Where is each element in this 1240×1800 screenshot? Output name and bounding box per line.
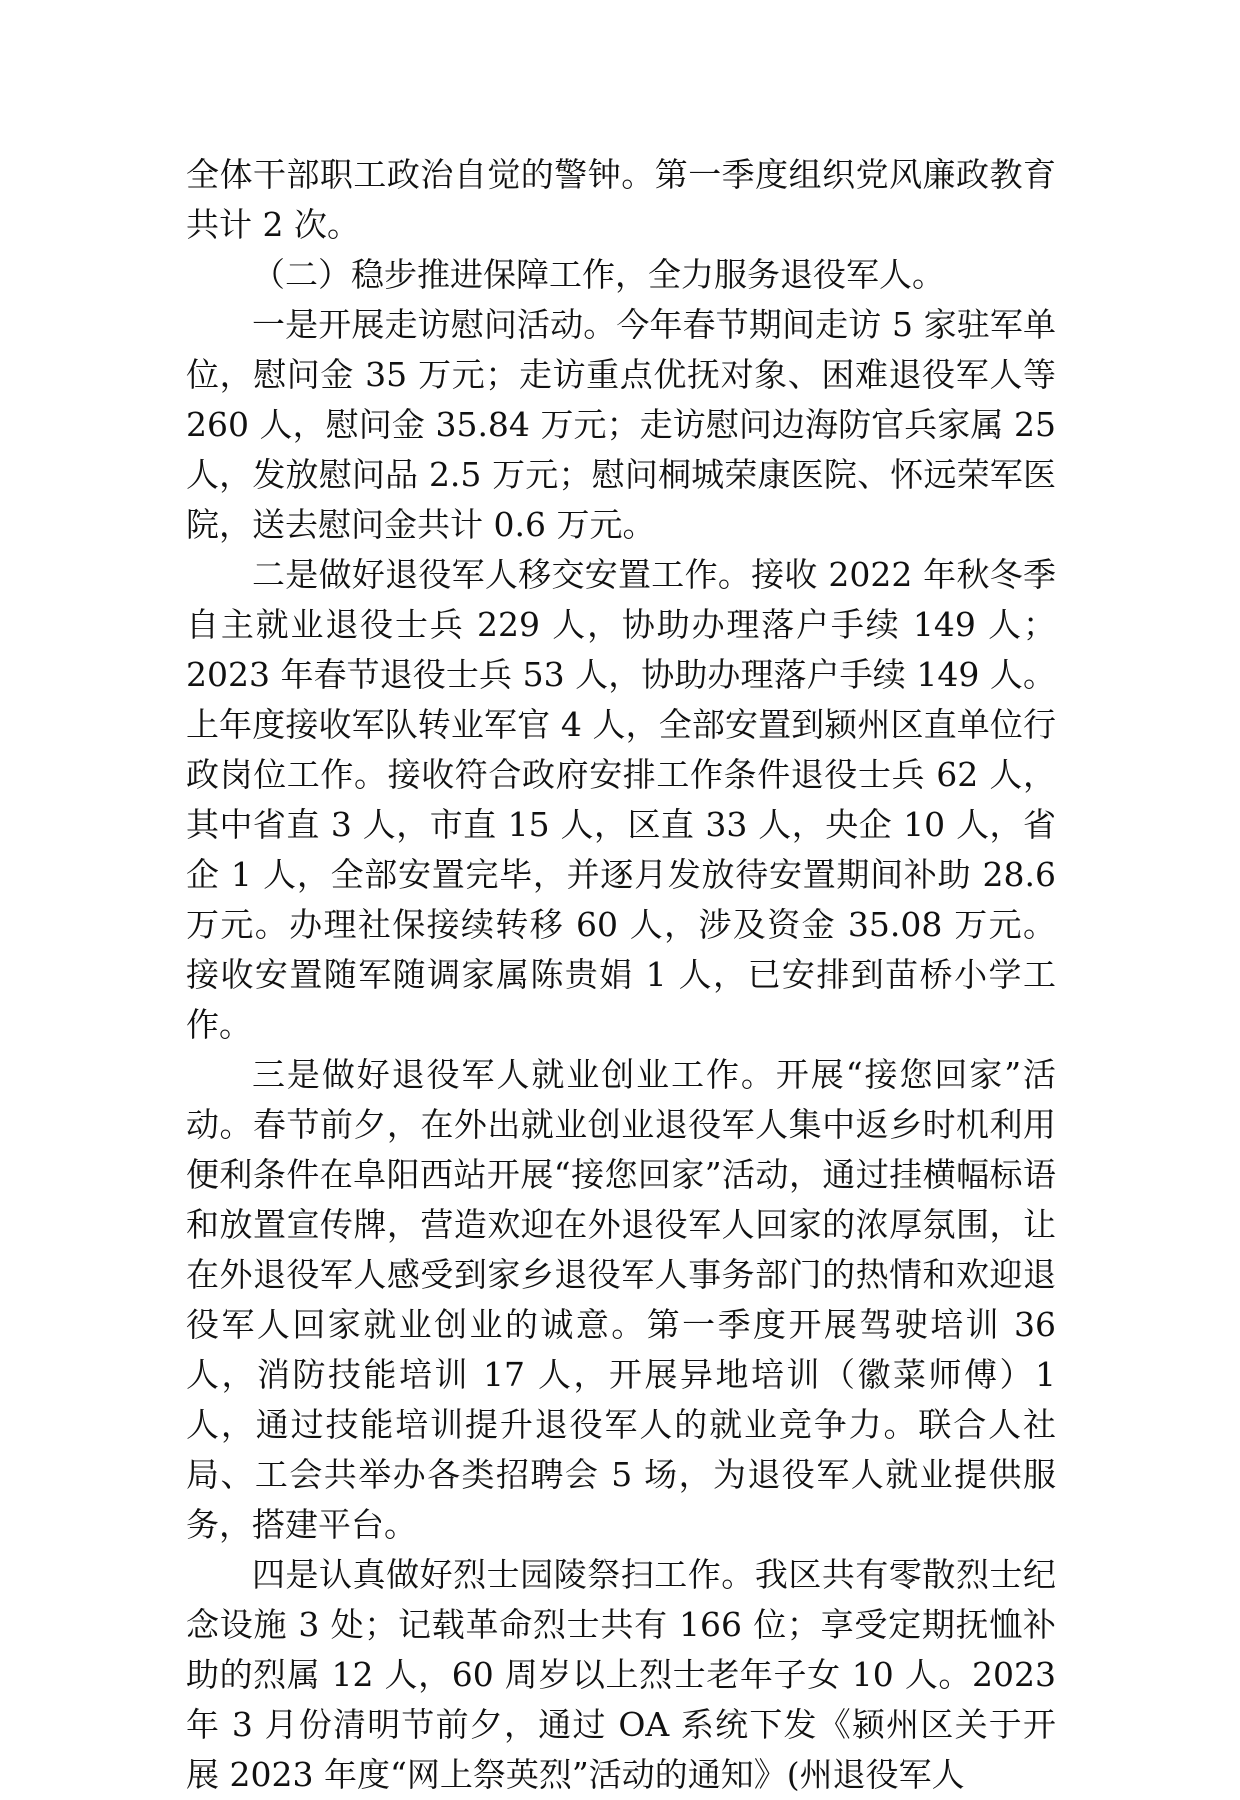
paragraph-employment: 三是做好退役军人就业创业工作。开展“接您回家”活动。春节前夕，在外出就业创业退役军人集中返乡时机利用便利条件在阜阳西站开展“接您回家”活动，通过挂横幅标语和放置宣传牌，营造欢迎在外退役军人回家的浓厚氛围，让在外退役军人感受到家乡退役军人事务部门的热情和欢迎退役军人回家就业创业的诚意。第一季度开展驾驶培训 36 人，消防技能培训 17 人，开展异地培训（徽菜师傅）1 人，通过技能培训提升退役军人的就业竞争力。联合人社局、工会共举办各类招聘会 5 场，为退役军人就业提供服务，搭建平台。 [186,1055,1056,1544]
paragraph-visits: 一是开展走访慰问活动。今年春节期间走访 5 家驻军单位，慰问金 35 万元；走访重点优抚对象、困难退役军人等 260 人，慰问金 35.84 万元；走访慰问边海防官兵家属 25 人，发放慰问品 2.5 万元；慰问桐城荣康医院、怀远荣军医院，送去慰问金共计 0.6 万元。 [186,305,1056,544]
paragraph-martyrs: 四是认真做好烈士园陵祭扫工作。我区共有零散烈士纪念设施 3 处；记载革命烈士共有 166 位；享受定期抚恤补助的烈属 12 人，60 周岁以上烈士老年子女 10 人。2023 年 3 月份清明节前夕，通过 OA 系统下发《颍州区关于开展 2023 年度“网上祭英烈”活动的通知》(州退役军人 [186,1555,1056,1794]
section-heading: （二）稳步推进保障工作，全力服务退役军人。 [252,255,945,294]
document-page [186,150,1056,1800]
paragraph-resettlement: 二是做好退役军人移交安置工作。接收 2022 年秋冬季自主就业退役士兵 229 人，协助办理落户手续 149 人；2023 年春节退役士兵 53 人，协助办理落户手续 149 人。上年度接收军队转业军官 4 人，全部安置到颍州区直单位行政岗位工作。接收符合政府安排工作条件退役士兵 62 人，其中省直 3 人，市直 15 人，区直 33 人，央企 10 人，省企 1 人，全部安置完毕，并逐月发放待安置期间补助 28.6 万元。办理社保接续转移 60 人，涉及资金 35.08 万元。接收安置随军随调家属陈贵娟 1 人，已安排到苗桥小学工作。 [186,555,1056,1044]
paragraph-continuation: 全体干部职工政治自觉的警钟。第一季度组织党风廉政教育共计 2 次。 [186,155,1056,244]
